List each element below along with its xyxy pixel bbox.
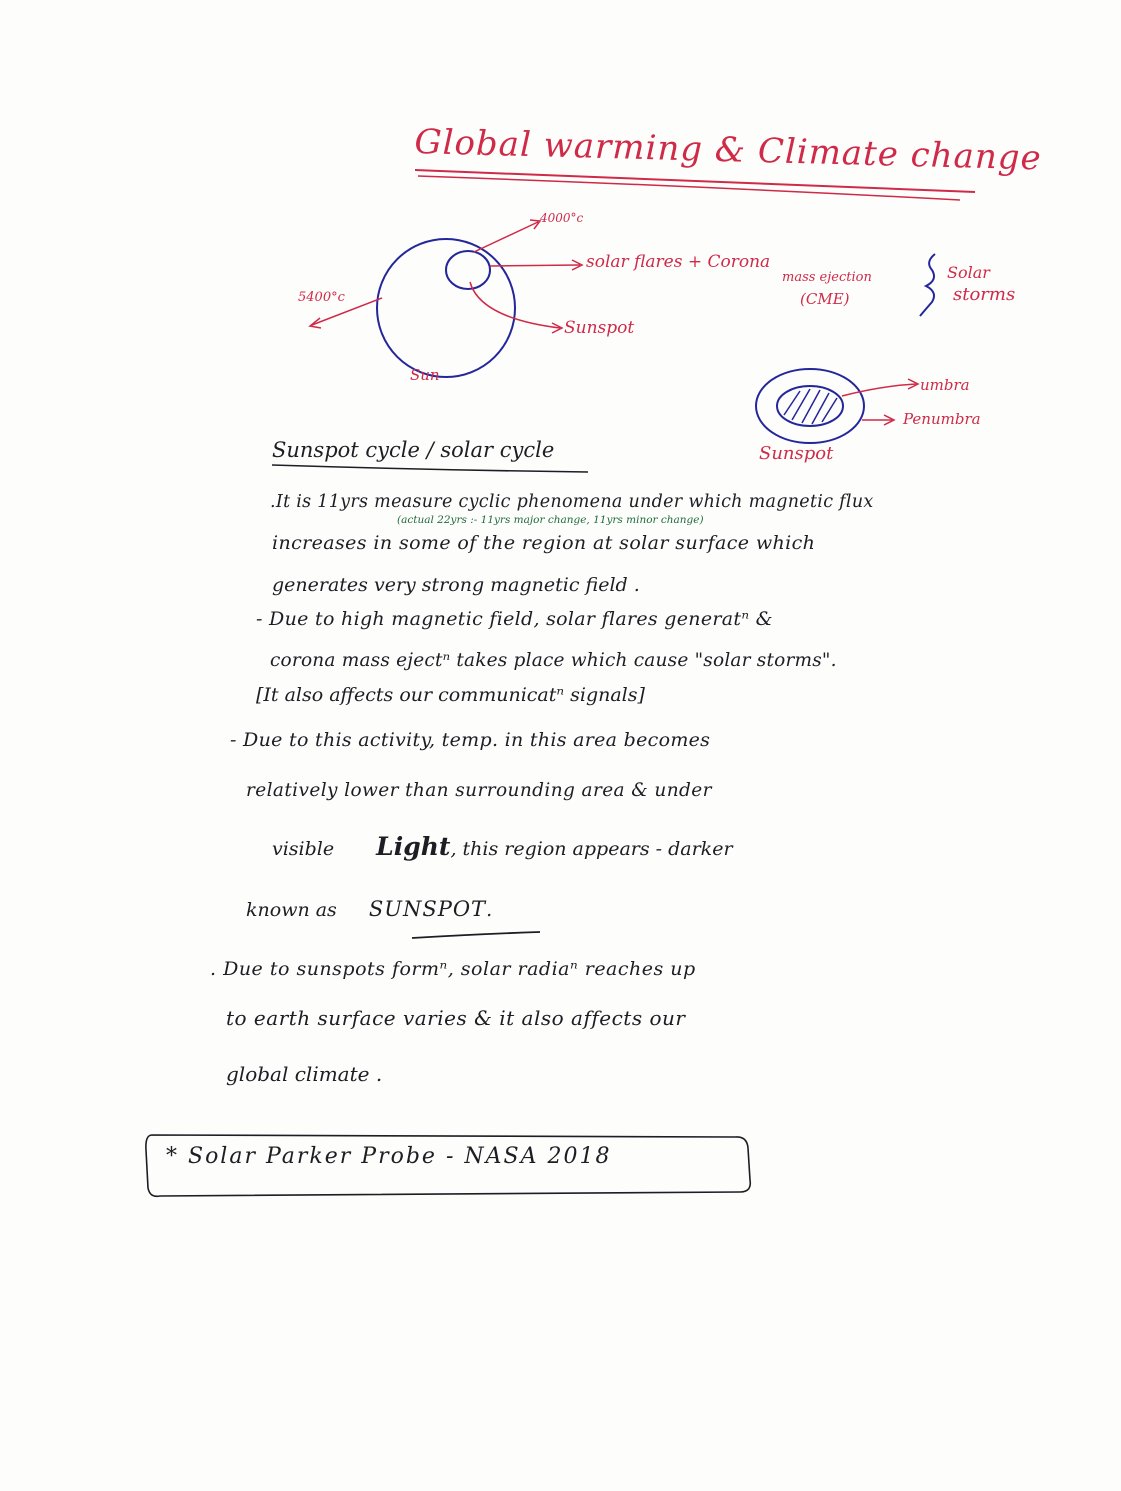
note-line-10-known: known as bbox=[246, 899, 337, 921]
note-line-11: . Due to sunspots formⁿ, solar radiaⁿ reaches up bbox=[210, 958, 696, 980]
temp-inner-label: 4000°c bbox=[540, 211, 584, 225]
arrow-to-flares bbox=[490, 265, 580, 266]
umbra-ellipse bbox=[777, 386, 843, 426]
arrow-to-4000 bbox=[474, 222, 538, 252]
sunspot-word-underline bbox=[412, 932, 540, 938]
sun-circle bbox=[377, 239, 515, 377]
note-line-9-rest: , this region appears - darker bbox=[450, 838, 733, 860]
note-annotation: (actual 22yrs :- 11yrs major change, 11yrs minor change) bbox=[397, 514, 704, 526]
sun-label: Sun bbox=[410, 366, 440, 384]
solar-storms-label-line1: Solar bbox=[947, 263, 990, 282]
brace-solar-storms bbox=[920, 254, 935, 316]
note-line-6: [It also affects our communicatⁿ signals] bbox=[256, 684, 645, 706]
note-line-13: global climate . bbox=[226, 1062, 383, 1086]
penumbra-label: Penumbra bbox=[903, 410, 981, 428]
solar-storms-label-line2: storms bbox=[953, 284, 1016, 305]
note-line-7: - Due to this activity, temp. in this area becomes bbox=[230, 729, 711, 751]
note-line-9 bbox=[272, 832, 733, 861]
sunspot-diagram-label: Sunspot bbox=[759, 443, 834, 464]
note-line-5: corona mass ejectⁿ takes place which cause "solar storms". bbox=[270, 650, 837, 671]
note-line-9-visible: visible bbox=[272, 838, 335, 860]
sunspot-region-circle bbox=[446, 251, 490, 289]
temp-outer-label: 5400°c bbox=[298, 290, 345, 305]
arrow-to-umbra bbox=[842, 384, 916, 396]
page-title: Global warming & Climate change bbox=[413, 122, 1043, 179]
note-line-10-period: . bbox=[486, 899, 493, 921]
penumbra-ellipse bbox=[756, 369, 864, 443]
note-line-9-light: Light bbox=[376, 832, 451, 861]
cme-label-line1: mass ejection bbox=[782, 270, 872, 285]
solar-flares-label: solar flares + Corona bbox=[586, 252, 771, 272]
note-line-10-sunspot: SUNSPOT bbox=[368, 897, 487, 921]
note-line-3: generates very strong magnetic field . bbox=[272, 574, 640, 596]
cme-label-line2: (CME) bbox=[800, 290, 850, 308]
footer-box-text: * Solar Parker Probe - NASA 2018 bbox=[166, 1144, 612, 1169]
note-line-2: increases in some of the region at solar surface which bbox=[272, 532, 816, 554]
heading-underline bbox=[272, 465, 588, 472]
note-line-8: relatively lower than surrounding area & under bbox=[246, 780, 712, 801]
section-heading: Sunspot cycle / solar cycle bbox=[272, 438, 555, 462]
note-line-1: .It is 11yrs measure cyclic phenomena under which magnetic flux bbox=[270, 492, 874, 512]
note-line-10 bbox=[246, 897, 492, 921]
sunspot-arrow-label: Sunspot bbox=[564, 318, 635, 338]
umbra-hatching bbox=[784, 389, 837, 424]
umbra-label: umbra bbox=[920, 376, 970, 394]
note-line-4: - Due to high magnetic field, solar flares generatⁿ & bbox=[256, 608, 773, 630]
note-line-12: to earth surface varies & it also affects our bbox=[226, 1006, 686, 1030]
